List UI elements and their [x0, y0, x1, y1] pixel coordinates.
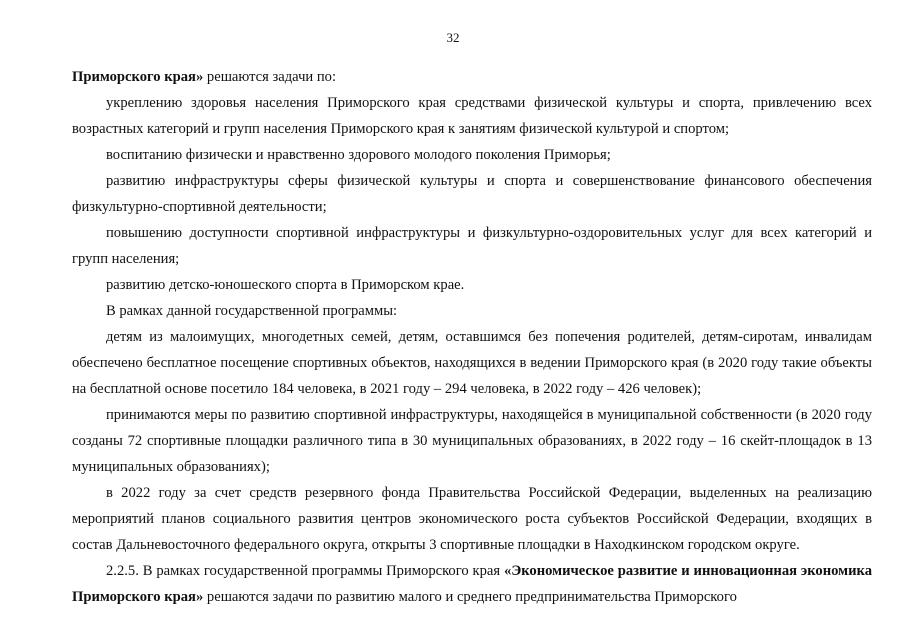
document-body — [72, 64, 872, 610]
paragraph-infrastructure: развитию инфраструктуры сферы физической культуры и спорта и совершенствование финансового обеспечения физкультурно-спортивной деятельности; — [72, 173, 872, 215]
intro-bold-text: Приморского края» — [72, 69, 204, 85]
program-title: «Экономическое развитие и инновационная экономика Приморского края» — [72, 563, 872, 605]
paragraph-municipal: принимаются меры по развитию спортивной инфраструктуры, находящейся в муниципальной собственности (в 2020 году созданы 72 спортивные площадки различного типа в 30 муниципальных образованиях, в 2022 году – 16 скейт-площадок в 13 муниципальных образованиях); — [72, 407, 872, 475]
paragraph-free-access: детям из малоимущих, многодетных семей, детям, оставшимся без попечения родителей, детям-сиротам, инвалидам обеспечено бесплатное посещение спортивных объектов, находящихся в ведении Приморского края (в 2020 году такие объекты на бесплатной основе посетило 184 человека, в 2021 году – 294 человека, в 2022 году – 426 человек); — [72, 329, 872, 397]
intro-text: решаются задачи по: — [203, 69, 337, 85]
section-2-2-5-paragraph — [72, 558, 872, 610]
intro-paragraph — [72, 64, 872, 90]
paragraph-upbringing: воспитанию физически и нравственно здорового молодого поколения Приморья; — [106, 147, 611, 163]
paragraph-youth-sport: развитию детско-юношеского спорта в Приморском крае. — [106, 277, 465, 293]
section-rest: решаются задачи по развитию малого и среднего предпринимательства Приморского — [203, 589, 737, 605]
paragraph-accessibility: повышению доступности спортивной инфраструктуры и физкультурно-оздоровительных услуг для всех категорий и групп населения; — [72, 225, 872, 267]
paragraph-reserve-fund: в 2022 году за счет средств резервного фонда Правительства Российской Федерации, выделенных на реализацию мероприятий планов социального развития центров экономического роста субъектов Российской Федерации, входящих в состав Дальневосточного федерального округа, открыты 3 спортивные площадки в Находкинском городском округе. — [72, 485, 872, 553]
section-number: 2.2.5. — [106, 563, 139, 579]
page-number: 32 — [446, 30, 460, 45]
paragraph-program-heading: В рамках данной государственной программы: — [106, 303, 398, 319]
section-prefix: В рамках государственной программы Приморского края — [138, 563, 505, 579]
paragraph-health: укреплению здоровья населения Приморского края средствами физической культуры и спорта, привлечению всех возрастных категорий и групп населения Приморского края к занятиям физической культурой и спортом; — [72, 95, 872, 137]
